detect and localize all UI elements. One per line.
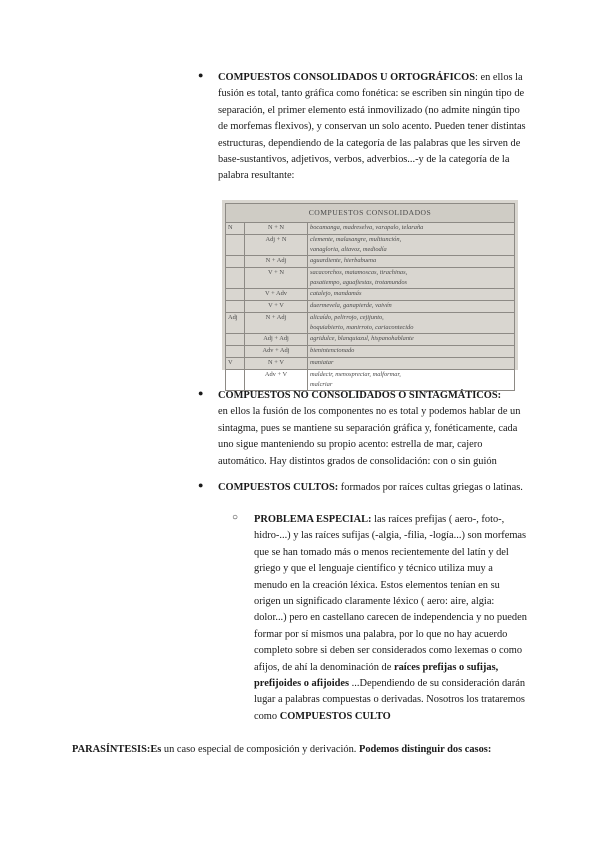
table-title: COMPUESTOS CONSOLIDADOS bbox=[226, 204, 515, 223]
table-cell-examples: clemente, malasangre, multiunción, vanagloria, altavoz, mediodía bbox=[308, 235, 515, 256]
table-cell-category bbox=[226, 235, 245, 256]
table-cell-examples: maniatar bbox=[308, 358, 515, 370]
body-text: ...Dependiendo de su consideración darán lugar a palabras compuestas o derivadas. Nosotros los trataremos como bbox=[254, 678, 526, 722]
table-cell-structure: Adj + N bbox=[245, 235, 308, 256]
table-cell-structure: Adj + Adj bbox=[245, 334, 308, 346]
table-cell-examples: catalejo, mandamás bbox=[308, 289, 515, 301]
table-cell-structure: N + V bbox=[245, 358, 308, 370]
table-cell-structure: Adv + V bbox=[245, 370, 308, 391]
table-cell-examples: bocamanga, madreselva, varapalo, telaraña bbox=[308, 223, 515, 235]
heading-parasintesis: PARASÍNTESIS:Es bbox=[72, 744, 162, 755]
bullet-cultos bbox=[198, 480, 528, 496]
table-cell-category bbox=[226, 334, 245, 346]
table-cell-structure: V + V bbox=[245, 301, 308, 313]
heading-no-consolidados: COMPUESTOS NO CONSOLIDADOS O SINTAGMÁTICOS: bbox=[218, 390, 502, 401]
table-row bbox=[226, 235, 515, 256]
paragraph bbox=[218, 70, 528, 185]
heading-cultos: COMPUESTOS CULTOS: bbox=[218, 482, 339, 493]
heading-consolidados: COMPUESTOS CONSOLIDADOS U ORTOGRÁFICOS bbox=[218, 72, 476, 83]
body-text: : en ellos la fusión es total, tanto gráfica como fonética: se escriben sin ningún tipo de separación, el primer elemento está inmovilizado (no admite ningún tipo de morfemas flexivos), y conservan un solo acento. Pueden tener distintas estructuras, dependiendo de la categoría de las palabras que les sirven de base-sustantivos, adjetivos, verbos, adverbios...-y de la categoría de la palabra resultante: bbox=[218, 72, 526, 182]
compuestos-table-image bbox=[222, 200, 518, 388]
table-cell-examples: alicaído, pelirrojo, cejijunto, boquiabierto, manirroto, cariacontecido bbox=[308, 313, 515, 334]
table-cell-category: N bbox=[226, 223, 245, 235]
sub-bullet-problema bbox=[232, 512, 528, 725]
table-cell-category bbox=[226, 346, 245, 358]
table-cell-structure: N + N bbox=[245, 223, 308, 235]
table-cell-examples: agridulce, blanquiazul, hispanohablante bbox=[308, 334, 515, 346]
bullet-dot: ● bbox=[198, 480, 204, 490]
table-row bbox=[226, 334, 515, 346]
table-cell-structure: Adv + Adj bbox=[245, 346, 308, 358]
table-row bbox=[226, 313, 515, 334]
table-cell-examples: sacacorchos, matamoscas, tirachinas, pasatiempo, aguafiestas, trotamundos bbox=[308, 268, 515, 289]
body-text: en ellos la fusión de los componentes no es total y podemos hablar de un sintagma, pues se mantiene su separación gráfica y, fonéticamente, cada uno sigue manteniendo su propio acento: estrella de mar, cajero automático. Hay distintos grados de consolidación: con o sin guión bbox=[218, 406, 521, 467]
table-cell-examples: maldecir, menospreciar, malformar, malcriar bbox=[308, 370, 515, 391]
body-text: formados por raíces cultas griegas o latinas. bbox=[338, 482, 523, 493]
bold-term: raíces prefijas o sufijas, prefijoides o afijoides bbox=[254, 661, 499, 690]
table-row bbox=[226, 301, 515, 313]
table-cell-category bbox=[226, 289, 245, 301]
bullet-dot: ● bbox=[198, 70, 204, 80]
sub-bullet-circle: ○ bbox=[232, 512, 239, 523]
table-cell-examples: duermevela, ganapierde, vaivén bbox=[308, 301, 515, 313]
bullet-dot: ● bbox=[198, 388, 204, 398]
body-text: las raíces prefijas ( aero-, foto-, hidro-...) y las raíces sufijas (-algia, -filia, -logía...) son morfemas que se han tomado más o menos recientemente del latín y del griego y que el lenguaje científico y técnico utiliza muy a menudo en la creación léxica. Estos elementos tenían en su origen un significado claramente léxico ( aero: aire, algia: dolor...) pero en castellano carecen de independencia y no pueden formar por sí mismos una palabra, por lo que no hay acuerdo completo sobre si deben ser considerados como lexemas o como afijos, de ahí la denominación de bbox=[254, 514, 527, 673]
table-row bbox=[226, 346, 515, 358]
table-cell-category: V bbox=[226, 358, 245, 370]
table-row bbox=[226, 256, 515, 268]
table-cell-examples: aguardiente, hierbabuena bbox=[308, 256, 515, 268]
heading-problema: PROBLEMA ESPECIAL: bbox=[254, 514, 372, 525]
table-cell-category bbox=[226, 256, 245, 268]
paragraph bbox=[218, 480, 528, 496]
body-text: un caso especial de composición y derivación. bbox=[161, 744, 359, 755]
paragraph bbox=[254, 512, 528, 725]
table-cell-category bbox=[226, 301, 245, 313]
paragraph bbox=[218, 388, 528, 470]
bold-term: Podemos distinguir dos casos: bbox=[358, 744, 492, 755]
table-cell-structure: N + Adj bbox=[245, 256, 308, 268]
table-cell-examples: bienintencionado bbox=[308, 346, 515, 358]
bold-term: COMPUESTOS CULTO bbox=[279, 710, 391, 722]
table-row bbox=[226, 268, 515, 289]
compuestos-table bbox=[225, 203, 515, 391]
parasintesis-line bbox=[72, 742, 542, 758]
table-cell-structure: N + Adj bbox=[245, 313, 308, 334]
table-cell-category bbox=[226, 268, 245, 289]
table-cell-category: Adj bbox=[226, 313, 245, 334]
bullet-no-consolidados bbox=[198, 388, 528, 470]
table-row bbox=[226, 358, 515, 370]
table-row bbox=[226, 223, 515, 235]
table-cell-structure: V + Adv bbox=[245, 289, 308, 301]
bullet-consolidados bbox=[198, 70, 528, 185]
table-cell-structure: V + N bbox=[245, 268, 308, 289]
table-row bbox=[226, 289, 515, 301]
